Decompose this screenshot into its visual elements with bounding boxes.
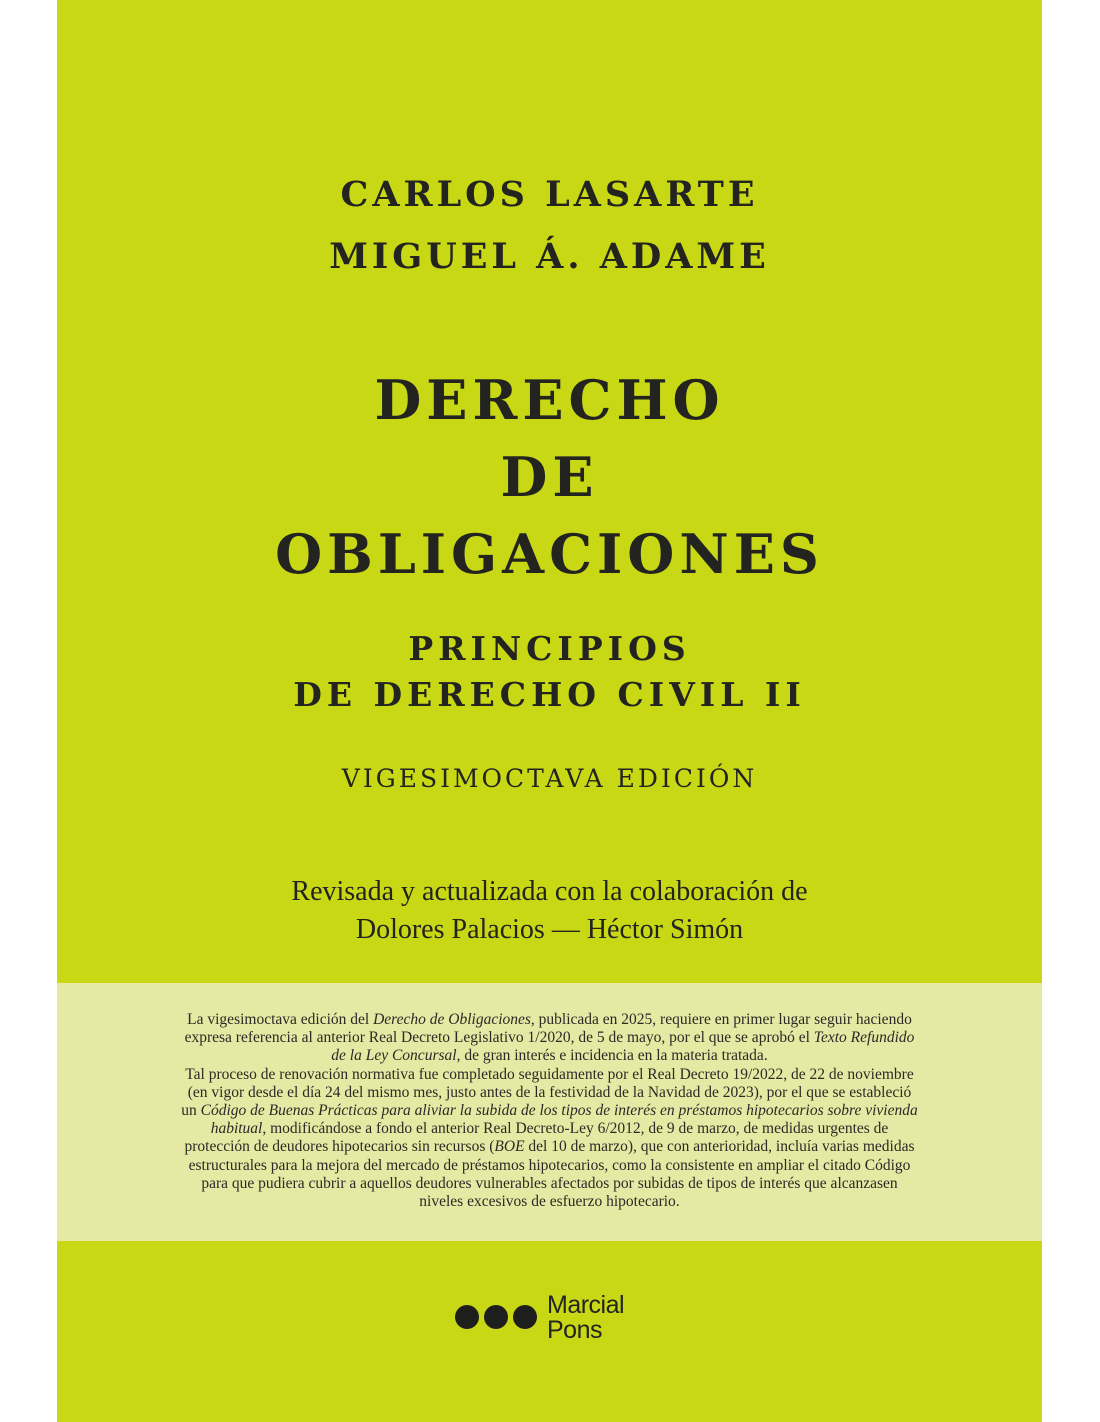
book-cover bbox=[57, 0, 1042, 1422]
publisher-name-line: Marcial bbox=[547, 1291, 625, 1319]
logo-dot bbox=[513, 1305, 537, 1329]
revision-note bbox=[57, 873, 1042, 949]
blurb-text-segment: , publicada en 2025, requiere en primer lugar seguir haciendo bbox=[530, 1011, 912, 1028]
author-name: CARLOS LASARTE bbox=[340, 174, 759, 215]
revision-collaborators: Dolores Palacios — Héctor Simón bbox=[355, 914, 744, 945]
subtitle-line: DE DERECHO CIVIL II bbox=[293, 675, 806, 714]
blurb-italic-segment: Código de Buenas Prácticas para aliviar la subida de los tipos de interés en préstamos hipotecarios sobre vivienda bbox=[200, 1102, 918, 1120]
blurb-line: Tal proceso de renovación normativa fue completado seguidamente por el Real Decreto 19/2022, de 22 de noviembre bbox=[185, 1065, 914, 1083]
publisher-logo bbox=[455, 1293, 655, 1349]
blurb-line: estructurales para la mejora del mercado de préstamos hipotecarios, como la consistente en ampliar el citado Código bbox=[188, 1156, 911, 1174]
blurb-text-segment: un bbox=[181, 1102, 201, 1120]
blurb-panel bbox=[57, 983, 1042, 1241]
blurb-line: (en vigor desde el día 24 del mismo mes, justo antes de la festividad de la Navidad de 2023), por el que se estableció bbox=[187, 1083, 912, 1101]
title-line: DE bbox=[500, 445, 599, 509]
blurb-text-segment: La vigesimoctava edición del bbox=[187, 1011, 374, 1028]
title-line: OBLIGACIONES bbox=[275, 522, 824, 586]
blurb-text-segment: del 10 de marzo), que con anterioridad, incluía varias medidas bbox=[524, 1138, 915, 1156]
blurb-text-segment: expresa referencia al anterior Real Decreto Legislativo 1/2020, de 5 de mayo, por el que se aprobó el bbox=[184, 1029, 814, 1047]
title-line: DERECHO bbox=[374, 368, 725, 432]
edition-label: VIGESIMOCTAVA EDICIÓN bbox=[341, 764, 758, 793]
author-name: MIGUEL Á. ADAME bbox=[329, 236, 770, 277]
subtitle-line: PRINCIPIOS bbox=[408, 629, 691, 668]
blurb-italic-segment: Derecho de Obligaciones bbox=[373, 1011, 531, 1028]
blurb-italic-segment: BOE bbox=[494, 1138, 525, 1156]
publisher-name-line: Pons bbox=[547, 1316, 602, 1344]
blurb-line: niveles excesivos de esfuerzo hipotecario. bbox=[419, 1193, 680, 1211]
publisher-name bbox=[547, 1293, 624, 1343]
authors bbox=[57, 164, 1042, 288]
logo-dot bbox=[455, 1305, 479, 1329]
blurb-italic-segment: de la Ley Concursal bbox=[331, 1047, 457, 1065]
revision-line: Revisada y actualizada con la colaboración de bbox=[291, 876, 808, 907]
three-dots-logo-icon bbox=[455, 1305, 541, 1329]
book-subtitle bbox=[57, 626, 1042, 718]
blurb-line: para que pudiera cubrir a aquellos deudores vulnerables afectados por subidas de tipos de interés que alcanzasen bbox=[201, 1174, 898, 1192]
blurb-text bbox=[97, 1011, 1002, 1211]
blurb-text-segment: , modificándose a fondo el anterior Real Decreto-Ley 6/2012, de 9 de marzo, de medidas urgentes de bbox=[262, 1120, 889, 1138]
blurb-italic-segment: habitual bbox=[210, 1120, 263, 1138]
logo-dot bbox=[484, 1305, 508, 1329]
blurb-text-segment: protección de deudores hipotecarios sin recursos ( bbox=[184, 1138, 495, 1156]
blurb-text-segment: , de gran interés e incidencia en la materia tratada. bbox=[456, 1047, 768, 1065]
blurb-italic-segment: Texto Refundido bbox=[813, 1029, 915, 1047]
book-title bbox=[57, 362, 1042, 593]
